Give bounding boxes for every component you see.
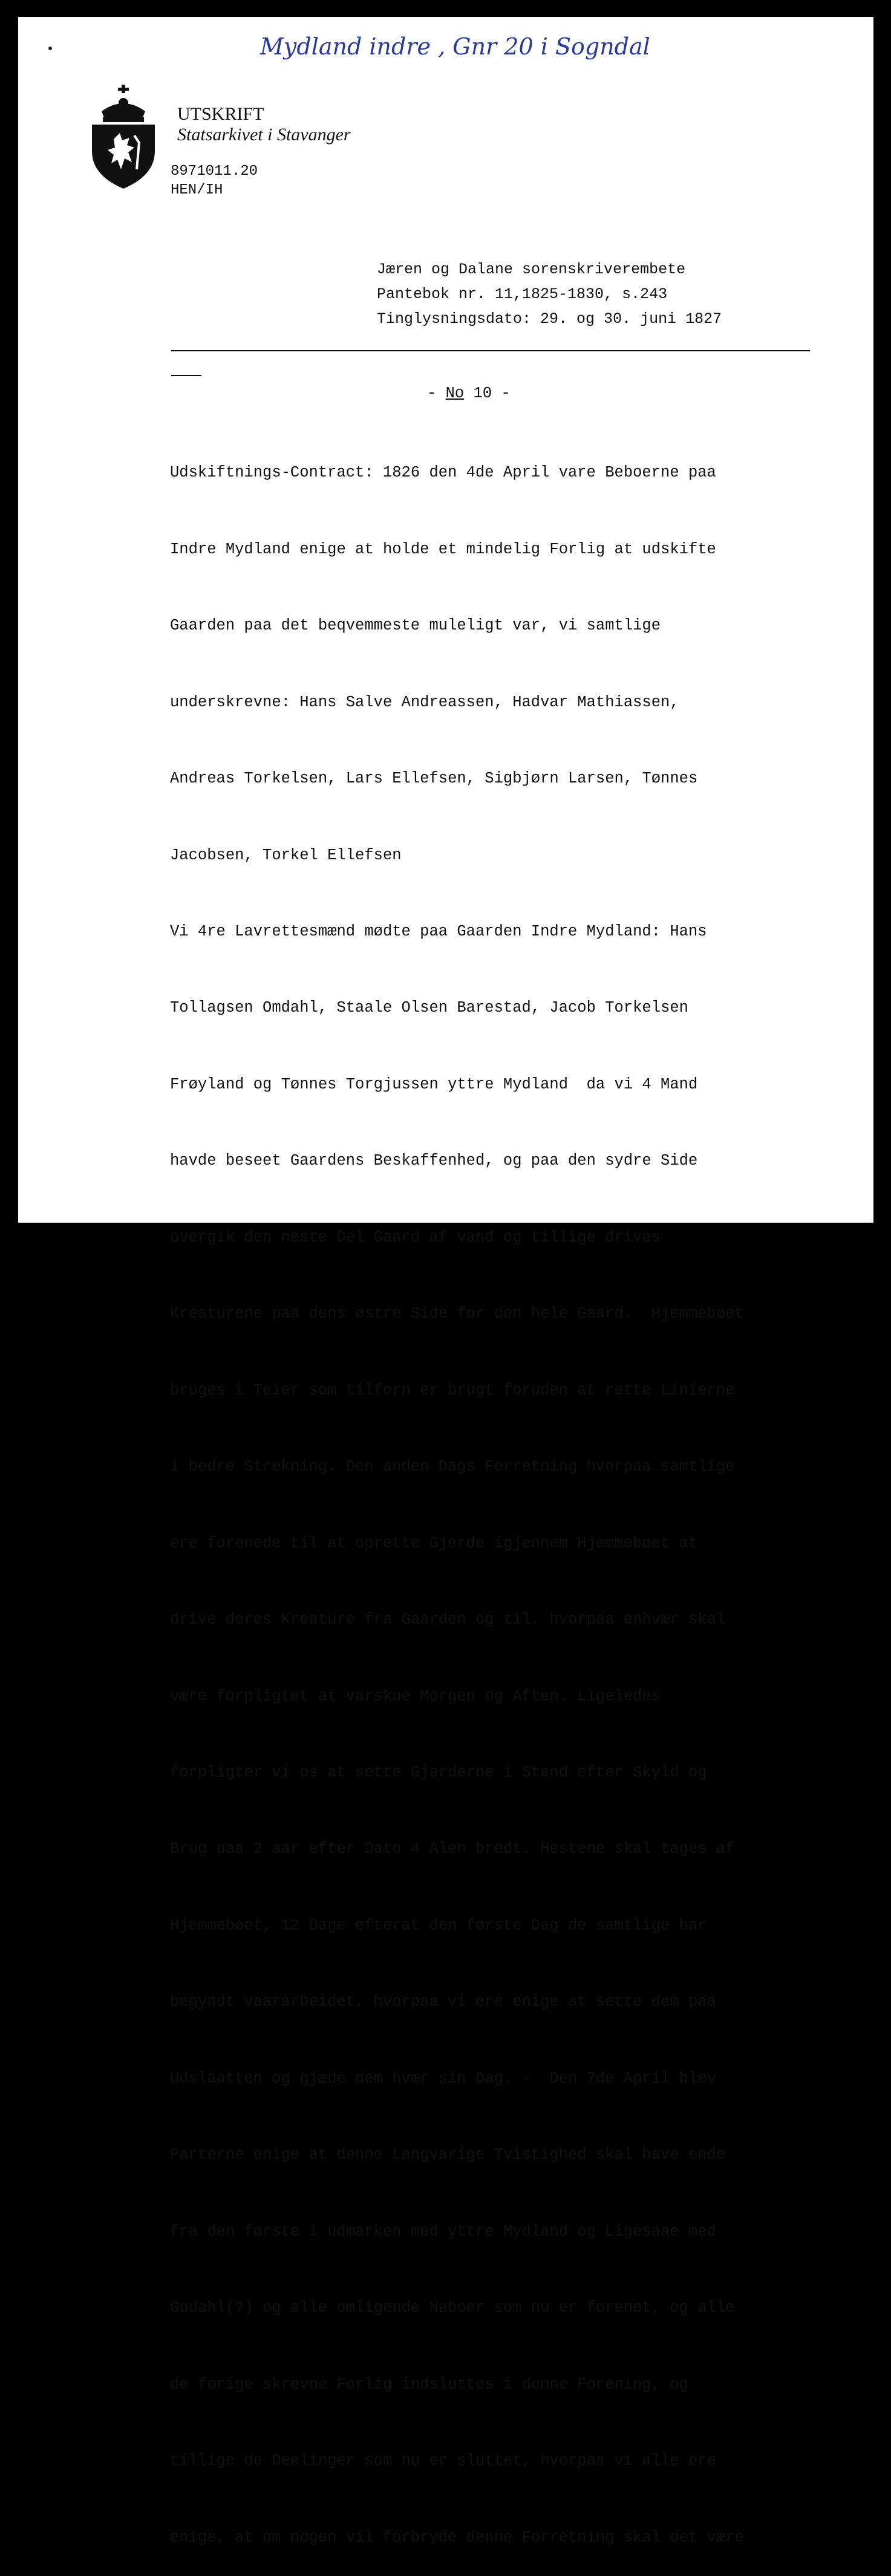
source-office: Jæren og Dalane sorenskriverembete	[377, 261, 686, 278]
body-line: Frøyland og Tønnes Torgjussen yttre Mydland da vi 4 Mand	[170, 1075, 698, 1093]
body-line: begyndt vaararbeidet, hvorpaa vi ere enige at sette dem paa	[170, 1993, 716, 2011]
record-number-prefix: -	[427, 385, 446, 402]
utskrift-heading	[177, 104, 351, 145]
body-line: havde beseet Gaardens Beskaffenhed, og paa den sydre Side	[170, 1152, 698, 1170]
horizontal-rule	[171, 350, 810, 351]
record-number-label: No	[445, 385, 465, 402]
body-line: være forpligtet at varskue Morgen og Aften. Ligeledes	[170, 1687, 661, 1705]
body-line: Jacobsen, Torkel Ellefsen	[170, 846, 402, 864]
record-number-value: 10 -	[464, 385, 511, 402]
short-rule	[171, 375, 201, 376]
reference-number: 8971011.20	[171, 163, 258, 180]
utskrift-title: UTSKRIFT	[177, 104, 264, 124]
body-line: forpligter vi os at sette Gjerderne i Stand efter Skyld og	[170, 1764, 707, 1782]
body-line: Kreaturene paa dens østre Side for den hele Gaard. Hjemmebøet	[170, 1305, 744, 1323]
body-line: drive deres Kreature fra Gaarden og til. hvorpaa enhvær skal	[170, 1611, 726, 1629]
body-line: Udslaatten og gjæde dem hvær sin Dag. - Den 7de April blev	[170, 2069, 716, 2087]
body-line: Indre Mydland enige at holde et mindelig Forlig at udskifte	[170, 540, 716, 558]
source-block	[377, 257, 722, 331]
body-line: Tollagsen Omdahl, Staale Olsen Barestad, Jacob Torkelsen	[170, 999, 688, 1017]
body-line: Hjemmebøet, 12 Dage efterat den første Dag de samtlige har	[170, 1916, 707, 1934]
body-line: fra den første i udmarken med yttre Mydland og Ligesaae med	[170, 2222, 716, 2240]
body-line: Vi 4re Lavrettesmænd mødte paa Gaarden Indre Mydland: Hans	[170, 923, 707, 941]
body-line: tillige de Deelinger som nu er sluttet, hvorpaa vi alle ere	[170, 2452, 716, 2470]
scan-speck	[48, 47, 52, 50]
body-line: bruges i Teier som tilforn er brugt foruden at rette Linierne	[170, 1381, 735, 1399]
body-line: Parterne enige at denne Langvarige Tvistighed skal have ende	[170, 2146, 726, 2164]
body-line: Gaarden paa det beqvemmeste muleligt var, vi samtlige	[170, 617, 661, 635]
body-line: ere forenede til at oprette Gjerde igjennem Hjemmebøet at	[170, 1534, 698, 1552]
archive-name: Statsarkivet i Stavanger	[177, 125, 351, 145]
record-number	[427, 385, 511, 402]
transcription-body	[170, 409, 744, 2576]
source-book: Pantebok nr. 11,1825-1830, s.243	[377, 285, 668, 303]
body-line: Andreas Torkelsen, Lars Ellefsen, Sigbjørn Larsen, Tønnes	[170, 770, 698, 788]
body-line: Brug paa 2 aar efter Dato 4 Alen bredt. Hestene skal tages af	[170, 1840, 735, 1858]
body-line: overgik den neste Del Gaard af vand og tillige drives	[170, 1228, 661, 1246]
norwegian-coat-of-arms-icon	[90, 85, 157, 190]
body-line: de forige skrevne Forlig indsluttes i denne Forening, og	[170, 2375, 688, 2393]
reference-block	[171, 162, 258, 200]
body-line: Gudahl(?) og alle omligende Naboer som nu er forenet, og alle	[170, 2299, 735, 2317]
handwritten-note: Mydland indre , Gnr 20 i Sogndal	[260, 33, 650, 60]
body-line: i bedre Strekning. Den anden Dags Forretning hvorpaa samtlige	[170, 1458, 735, 1476]
body-line: underskrevne: Hans Salve Andreassen, Hadvar Mathiassen,	[170, 693, 679, 711]
source-date: Tinglysningsdato: 29. og 30. juni 1827	[377, 310, 722, 328]
reference-initials: HEN/IH	[171, 182, 223, 198]
body-line: enige, at om nogen vil forbryde denne Forretning skal det være	[170, 2528, 744, 2546]
body-line: Udskiftnings-Contract: 1826 den 4de April vare Beboerne paa	[170, 464, 716, 482]
